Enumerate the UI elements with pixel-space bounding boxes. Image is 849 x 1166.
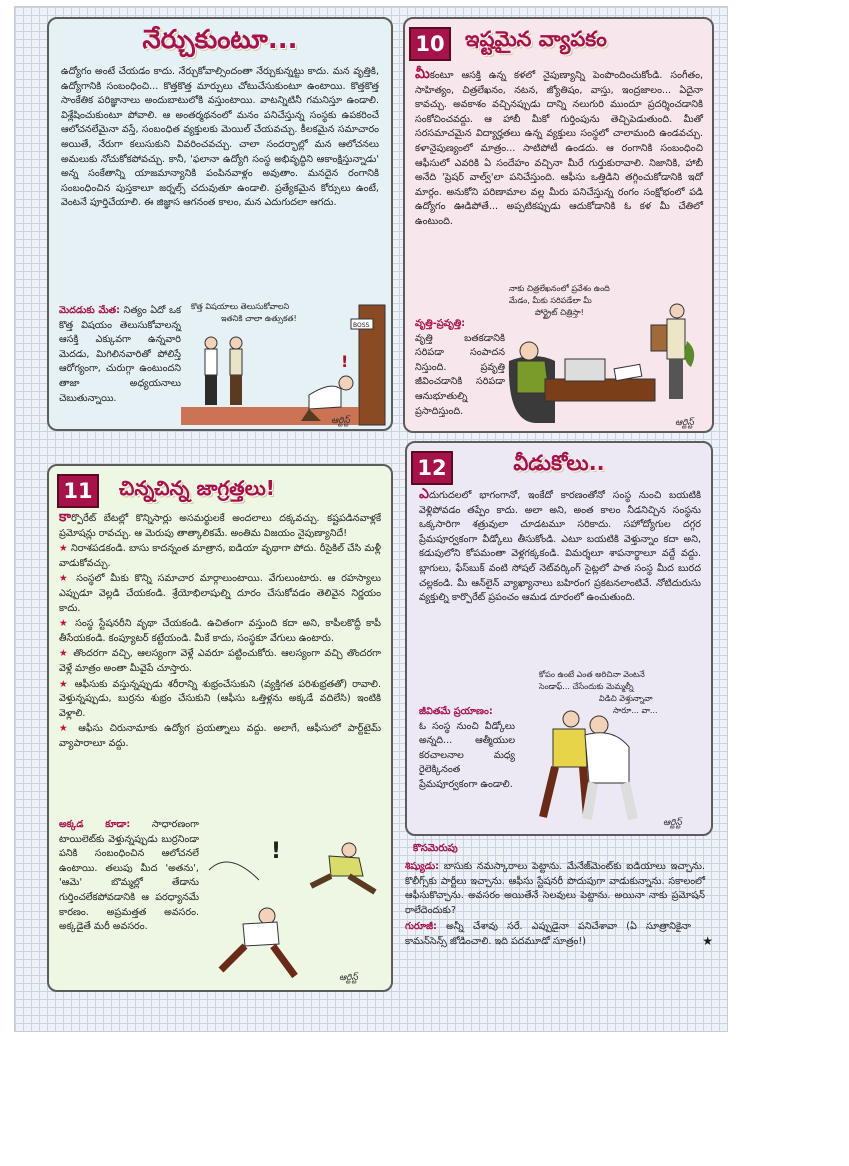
kosamerupu-guru-label: గురూజీ:	[405, 921, 437, 933]
section-farewell-lead: ఎ	[419, 486, 429, 502]
section-learning-subheading: మెదడుకు మేత:	[59, 305, 120, 316]
illustration-farewell-hug	[513, 667, 707, 829]
section-precautions-signature: ఆర్టిస్ట్	[339, 973, 358, 983]
section-learning-title: నేర్చుకుంటూ...	[142, 25, 298, 55]
farewell-bubble-4: సారూ... వా...	[613, 706, 658, 715]
section-precautions-number: 11	[57, 474, 99, 508]
section-farewell-subtext: ఓ సంస్థ నుంచి వీడ్కోలు అన్నది... ఆత్మీయుల కరచాలనాల మధ్య రైలెక్కినంత ప్రేమపూర్వకంగా ఉండాలి.	[419, 720, 515, 790]
kosamerupu-guru-text: అన్నీ చేశావు సరే. ఎప్పుడైనా పనిచేశావా (ఏ సూత్రానికైనా కామన్‌సెన్స్ జోడించాలి. ఇది పదమూడో సూత్రం!)	[405, 921, 691, 947]
kosamerupu-student-label: శిష్యుడు:	[405, 861, 439, 872]
section-farewell-paragraph: ఎదుగుదలలో భాగంగానో, ఇంకేదో కారణంతోనో సంస్థ నుంచి బయటికి వెళ్లిపోవడం తప్పేం కాదు. అలా అని, అంత కాలం నీడనిచ్చిన సంస్థను ఒక్కసారిగా శత్రువులా చూడటమూ సరికాదు. సహోద్యోగుల దగ్గర ప్రేమపూర్వకంగా వీడ్కోలు తీసుకోండి. ఎటూ బయటికి వెళ్తున్నాం కదా అని, కడుపులోని కోపమంతా వెళ్లగక్కకండి. విమర్శలూ శాపనార్థాలూ వద్దే వద్దు. బ్లాగులు, ఫేస్‌బుక్ వంటి సోషల్ నెట్‌వర్కింగ్ సైట్లలో పాత సంస్థ మీద బురద చల్లకండి. మీ ఆన్‌లైన్ వ్యాఖ్యానాలు బహిరంగ ప్రకటనలాంటివే. నోటిదురుసు వ్యక్తుల్ని కార్పొరేట్ ప్రపంచం ఆమడ దూరంలో ఉంచుతుంది.	[419, 486, 701, 604]
kosamerupu-guru	[405, 920, 691, 949]
section-hobby-paragraph: మీకంటూ ఆసక్తి ఉన్న కళలో నైపుణ్యాన్ని పెంపొందించుకోండి. సంగీతం, సాహిత్యం, చిత్రలేఖనం, నటన, జ్యోతిషం, వాస్తు, ఇంద్రజాలం... ఏదైనా కావచ్చు. అవకాశం వచ్చినప్పుడు దాన్ని నలుగురి ముందూ ప్రదర్శించడానికి సంకోచించవద్దు. ఆ హాబీ మీకో గుర్తింపును తెచ్చిపెడుతుంది. మీతో సరసమాచమైన విద్యార్హతలు ఉన్న వ్యక్తులు సంస్థలో చాలామంది ఉండవచ్చు. కళానైపుణ్యంలో మాత్రం... సాటిపోటీ ఉండదు. ఆ రంగానికి సంబంధించి ఆఫీసులో ఎవరికి ఏ సందేహం వచ్చినా మీరే గుర్తుకురావాలి. నిజానికి, హాబీ అనేది 'ప్రెషర్ వాల్వ్'లా పనిచేస్తుంది. ఆఫీసు ఒత్తిడిని తగ్గించుకోడానికి ఇదో మార్గం. అనుకోని పరిణామాల వల్ల మీరు పనిచేస్తున్న రంగం సంక్షోభంలో పడి ఉద్యోగం ఊడిపోతే... అప్పటికప్పుడు ఆదుకోడానికి ఓ కళ మీ చేతిలో ఉంటుంది.	[415, 66, 703, 227]
section-hobby	[403, 17, 714, 433]
section-farewell	[405, 441, 713, 836]
svg-text:!: !	[271, 839, 282, 864]
kosamerupu-student-text: బాసుకు నమస్కారాలు పెట్టాను. మేనేజ్‌మెంట్‌కు ఐడియాలు ఇచ్చాను. కొలీగ్స్‌కు పార్టీలు ఇచ్చాను. ఆఫీసు స్టేషనరీ పొదుపుగా వాడుకున్నాను. సకాలంలో ఆఫీసుకొచ్చాను. అవసరం అయితేనే సెలవులు పెట్టాను. అయినా నాకు ప్రమోషన్ రాలేదెందుకు?	[405, 861, 705, 916]
illustration-bubble-2: ఇతనికి చాలా ఉత్సుకత!	[221, 314, 297, 323]
kosamerupu-title: కొసమెరుపు	[413, 843, 458, 854]
section-precautions-subblock	[59, 818, 199, 935]
section-farewell-subblock	[419, 705, 515, 793]
section-farewell-number: 12	[411, 451, 453, 485]
section-hobby-lead: మీ	[415, 66, 430, 82]
section-farewell-title: వీడుకోలు..	[513, 451, 605, 475]
farewell-bubble-1: కోపం ఉంటే ఎంత అరిచినా వెంటనే	[539, 670, 645, 679]
section-farewell-subheading: జీవితమే ప్రయాణం:	[419, 706, 493, 717]
hobby-bubble-2: మేడం, మీకు సరిపడేలా మీ	[509, 296, 592, 305]
section-precautions-subtext: సాధారణంగా టాయిలెట్‌కు వెళ్తున్నప్పుడు బుర్రనిండా పనికి సంబంధించిన ఆలోచనలే ఉంటాయి. తలుపు మీద 'అతను', 'ఆమె' బొమ్మల్లో తేడాను గుర్తించలేకపోవడానికి ఆ పరధ్యానమే కారణం. అప్రమత్తత అవసరం. అక్కడైతే మరీ అవసరం.	[59, 819, 199, 933]
section-hobby-subtext: వృత్తి బతకడానికి సరిపడా సంపాదన నిస్తుంది. ప్రవృత్తి జీవించడానికి సరిపడా ఆనుభూతుల్ని ప్రసాదిస్తుంది.	[415, 332, 505, 417]
section-precautions-body	[59, 510, 381, 753]
section-learning-paragraph: ఉద్యోగం అంటే చేయడం కాదు. నేర్చుకోవాల్సిందంతా నేర్చుకున్నట్టు కాదు. మన వృత్తికి, ఉద్యోగానికి సంబంధించి... కొత్తకొత్త మార్పులు చోటుచేసుకుంటూ ఉంటాయి. కొత్తకొత్త సాంకేతిక పరిజ్ఞానాలు అందుబాటులోకి వస్తుంటాయి. వాటన్నిటినీ గమనిస్తూ ఉండాలి. విశ్లేషించుకుంటూ పోవాలి. ఆ అంతర్మథనంలో మనం పనిచేస్తున్న సంస్థకు ఉపకరించే ఆలోచనలేమైనా వస్తే, సంబంధిత వ్యక్తులకు మెయిల్ చేయవచ్చు. కీలకమైన సమాచారం అయితే, నేరుగా కలుసుకుని వివరించవచ్చు. చాలా సందర్భాల్లో మన ఆలోచనలు అమలుకు నోచుకోకపోవచ్చు. కానీ, 'ఫలానా ఉద్యోగి సంస్థ అభివృద్ధిని ఆకాంక్షిస్తున్నాడు' అన్న సంకేతాన్ని యాజమాన్యానికి పంపినవాళ్లం అవుతాం. మనదైన రంగానికి సంబంధించిన పుస్తకాలూ జర్నల్స్ చదువుతూ ఉండాలి. ప్రత్యేకమైన కోర్సులు ఉంటే, వెంటనే పూర్తిచేయాలి. ఈ జిజ్ఞాస ఆగనంత కాలం, మన ఎదుగుదలా ఆగదు.	[61, 66, 379, 209]
door-sign: BOSS	[353, 322, 370, 329]
kosamerupu-block	[405, 842, 715, 950]
precaution-bullet: ★ తొందరగా వచ్చి, ఆలస్యంగా వెళ్లే ఎవరూ పట్టించుకోరు. ఆలస్యంగా వచ్చి తొందరగా వెళ్లే మాత్రం అంతా మీవైపే చూస్తారు.	[59, 648, 381, 674]
section-precautions-subheading: అక్కడ కూడా:	[59, 819, 131, 830]
section-hobby-subblock	[415, 317, 505, 419]
illustration-restroom-rush	[199, 830, 385, 986]
precaution-bullet: ★ సంస్థ స్టేషనరీని వృథా చేయకండి. ఉచితంగా వస్తుంది కదా అని, కాపీలకొద్దీ కాపీ తీసేయకండి. కంప్యూటర్ కట్టేయండి. మీకే కాదు, సంస్థకూ వేగులు ఉంటారు.	[59, 618, 381, 644]
kosamerupu-student	[405, 860, 705, 918]
section-learning-subtext: నిత్యం ఏదో ఒక కొత్త విషయం తెలుసుకోవాలన్న ఆసక్తి ఎక్కువగా ఉన్నవారి మెదడు, మిగిలినవారితో పోలిస్తే ఆరోగ్యంగా, చురుగ్గా ఉంటుందని తాజా అధ్యయనాలు చెబుతున్నాయి.	[59, 305, 181, 404]
section-learning	[47, 17, 393, 431]
svg-text:!: !	[341, 352, 349, 371]
section-hobby-title: ఇష్టమైన వ్యాపకం	[465, 27, 607, 51]
hobby-bubble-1: నాకు చిత్రలేఖనంలో ప్రవేశం ఉంది	[509, 284, 610, 293]
illustration-eavesdropping	[181, 297, 387, 427]
precaution-bullet: ★ ఆఫీసుకు వస్తున్నప్పుడు శరీరాన్ని శుభ్రంచేసుకుని (వ్యక్తిగత పరిశుభ్రతతో) రావాలి. వెళ్తున్నప్పుడు, బుర్రను శుభ్రం చేసుకుని (ఆఫీసు ఒత్తిళ్లను అక్కడే వదిలేసి) ఇంటికి వెళ్లాలి.	[59, 678, 381, 719]
section-precautions-title: చిన్నచిన్న జాగ్రత్తలు!	[119, 476, 275, 500]
end-star-icon: ★	[702, 933, 713, 948]
section-precautions	[47, 464, 393, 992]
illustration-bubble-1: కొత్త విషయాలు తెలుసుకోవాలని	[191, 302, 290, 311]
section-learning-subblock	[59, 304, 181, 406]
farewell-bubble-3: విడిచి వెళ్తున్నావా	[599, 694, 653, 703]
section-hobby-subheading: వృత్తి-ప్రవృత్తి:	[415, 318, 466, 329]
precaution-bullet: ★ ఆఫీసు చిరునామాకు ఉద్యోగ ప్రయత్నాలు వద్దు. అలాగే, ఆఫీసులో పార్ట్‌టైమ్ వ్యాపారాలూ వద్దు.	[59, 723, 382, 749]
precaution-bullet: ★ సంస్థలో మీకు కొన్ని సమాచార మార్గాలుంటాయి. వేగులుంటారు. ఆ రహస్యాలు ఎప్పుడూ వెల్లడి చేయకండి. శ్రేయోభిలాషుల్ని దూరం చేసుకోవడం తెలివైన నిర్ణయం కాదు.	[59, 573, 381, 614]
section-farewell-signature: ఆర్టిస్ట్	[663, 818, 682, 828]
illustration-portrait-artist	[505, 281, 709, 429]
precaution-bullet: ★ నిరాశపడకండి. బాసు కాదన్నంత మాత్రాన, ఐడియా వృథాగా పోదు. రీసైకిల్ చేసి మళ్లీ వాడుకోవచ్చు.	[59, 543, 381, 569]
section-learning-signature: ఆర్టిస్ట్	[331, 416, 350, 426]
section-hobby-signature: ఆర్టిస్ట్	[675, 418, 694, 428]
section-hobby-number: 10	[409, 27, 451, 61]
hobby-bubble-3: పోర్ట్రైట్ చిత్రిస్తా!	[535, 308, 584, 317]
section-precautions-intro: కార్పొరేట్ బేటల్లో కొన్నిసార్లు అసమర్థులకే అందలాలు దక్కవచ్చు. కష్టపడినవాళ్లకే ప్రమోషన్లు రావచ్చు. ఆ మెరుపు తాత్కాలికమే. అంతిమ విజయం నైపుణ్యానిదే!	[59, 509, 381, 539]
farewell-bubble-2: సెండాఫ్... చేసేందుకు మెమ్మల్నీ	[539, 682, 634, 691]
